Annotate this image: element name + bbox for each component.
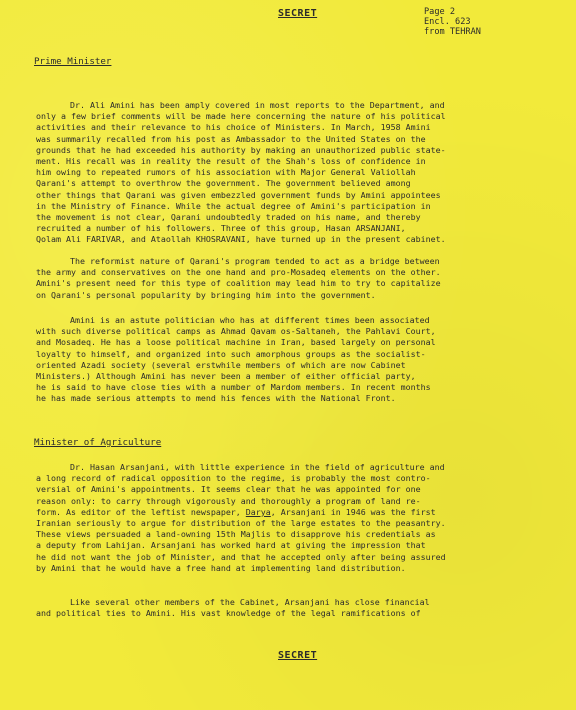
paragraph-prime-minister-1 bbox=[36, 100, 548, 246]
enclosure-number: Encl. 623 bbox=[424, 17, 471, 27]
section-heading-prime-minister: Prime Minister bbox=[34, 56, 112, 67]
text-line: form. As editor of the leftist newspaper, Darya, Arsanjani in 1946 was the first bbox=[36, 506, 436, 517]
text-line: in the Ministry of Finance. While the actual degree of Amini's participation in bbox=[36, 200, 431, 211]
text-line: and political ties to Amini. His vast knowledge of the legal ramifications of bbox=[36, 608, 421, 619]
paragraph-agriculture-1 bbox=[36, 462, 548, 574]
paragraph-prime-minister-2 bbox=[36, 256, 548, 301]
origin-post: from TEHRAN bbox=[424, 27, 481, 37]
text-line: ment. His recall was in reality the result of the Shah's loss of confidence in bbox=[36, 156, 426, 167]
section-heading-minister-of-agriculture: Minister of Agriculture bbox=[34, 437, 162, 448]
paragraph-agriculture-2 bbox=[36, 597, 548, 619]
text-line: Amini is an astute politician who has at different times been associated bbox=[70, 315, 430, 325]
text-line: Qarani's attempt to overthrow the government. The government believed among bbox=[36, 178, 411, 189]
newspaper-title: Darya bbox=[245, 506, 271, 517]
text-line: with such diverse political camps as Ahmad Qavam os-Saltaneh, the Pahlavi Court, bbox=[36, 326, 436, 337]
text-line: Amini's present need for this type of coalition may lead him to try to capitalize bbox=[36, 278, 441, 289]
text-line: he did not want the job of Minister, and that he accepted only after being assured bbox=[36, 551, 446, 562]
text-line: Dr. Ali Amini has been amply covered in most reports to the Department, and bbox=[70, 100, 445, 110]
text-line: The reformist nature of Qarani's program tended to act as a bridge between bbox=[70, 256, 440, 266]
text-line: a long record of radical opposition to the regime, is probably the most contro- bbox=[36, 473, 431, 484]
text-line: he has made serious attempts to mend his fences with the National Front. bbox=[36, 393, 396, 404]
paragraph-prime-minister-3 bbox=[36, 315, 548, 405]
page-number: Page 2 bbox=[424, 7, 456, 17]
text-line: reason only: to carry through vigorously and thoroughly a program of land re- bbox=[36, 495, 421, 506]
reference-block bbox=[424, 7, 481, 37]
text-line: Iranian seriously to argue for distribution of the large estates to the peasantry. bbox=[36, 518, 446, 529]
text-line: only a few brief comments will be made here concerning the nature of his political bbox=[36, 111, 446, 122]
text-line: These views persuaded a land-owning 15th Majlis to disapprove his credentials as bbox=[36, 529, 436, 540]
text-line: he is said to have close ties with a number of Mardom members. In recent months bbox=[36, 382, 431, 393]
text-line: Qolam Ali FARIVAR, and Ataollah KHOSRAVANI, have turned up in the present cabinet. bbox=[36, 234, 446, 245]
classification-marking-top: SECRET bbox=[278, 8, 318, 19]
text-line: other things that Qarani was given embezzled government funds by Amini appointees bbox=[36, 189, 441, 200]
text-line: grounds that he had exceeded his authority by making an unauthorized public state- bbox=[36, 144, 446, 155]
text-line: oriented Azadi society (several erstwhile members of which are now Cabinet bbox=[36, 359, 406, 370]
text-line: the army and conservatives on the one hand and pro-Mosadeq elements on the other. bbox=[36, 267, 441, 278]
text-line: him owing to repeated rumors of his association with Major General Valiollah bbox=[36, 167, 416, 178]
text-line: on Qarani's personal popularity by bringing him into the government. bbox=[36, 289, 376, 300]
text-line: was summarily recalled from his post as Ambassador to the United States on the bbox=[36, 133, 426, 144]
text-line: recruited a number of his followers. Three of this group, Hasan ARSANJANI, bbox=[36, 223, 406, 234]
text-line: and Mosadeq. He has a loose political machine in Iran, based largely on personal bbox=[36, 337, 436, 348]
text-line: Like several other members of the Cabinet, Arsanjani has close financial bbox=[70, 597, 430, 607]
text-line: versial of Amini's appointments. It seems clear that he was appointed for one bbox=[36, 484, 421, 495]
text-line: the movement is not clear, Qarani undoubtedly traded on his name, and thereby bbox=[36, 212, 421, 223]
text-line: a deputy from Lahijan. Arsanjani has worked hard at giving the impression that bbox=[36, 540, 426, 551]
text-line: Ministers.) Although Amini has never been a member of either official party, bbox=[36, 371, 416, 382]
text-line: activities and their relevance to his choice of Ministers. In March, 1958 Amini bbox=[36, 122, 431, 133]
text-line: loyalty to himself, and organized into such amorphous groups as the socialist- bbox=[36, 348, 426, 359]
text-line: by Amini that he would have a free hand at implementing land distribution. bbox=[36, 562, 406, 573]
text-line: Dr. Hasan Arsanjani, with little experience in the field of agriculture and bbox=[70, 462, 445, 472]
classification-marking-bottom: SECRET bbox=[278, 650, 318, 661]
